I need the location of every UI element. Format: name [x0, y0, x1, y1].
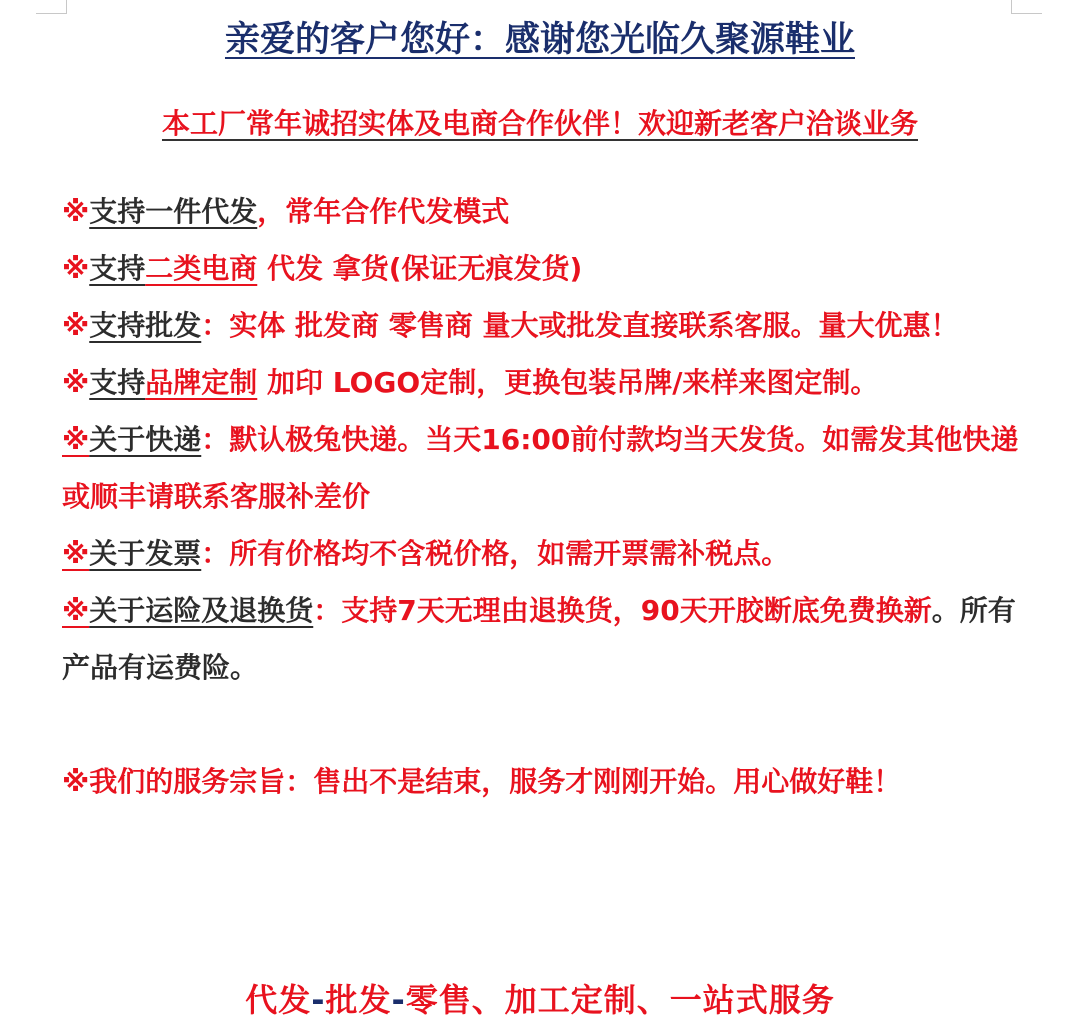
item-heading: 关于发票	[89, 537, 202, 570]
reference-mark: ※	[62, 594, 90, 627]
item-text-dark: 。所有产品有运费险。	[62, 594, 1016, 684]
tagline	[0, 975, 1080, 1025]
title-text: 亲爱的客户您好：感谢您光临久聚源鞋业	[224, 20, 855, 60]
spacer	[62, 696, 1022, 753]
list-item-custom	[62, 354, 1022, 411]
tagline-part: 代发	[245, 981, 312, 1019]
reference-mark: ※	[62, 309, 90, 342]
item-text: ：默认极兔快递。当天16:00前付款均当天发货。如需发其他快递或顺丰请联系客服补差价	[62, 423, 1019, 513]
item-heading: 支持一件代发	[89, 195, 258, 228]
reference-mark: ※	[62, 366, 90, 399]
tagline-dash: -	[311, 981, 326, 1019]
list-item-wholesale	[62, 297, 1022, 354]
item-text: ：支持7天无理由退换货，90天开胶断底免费换新	[313, 594, 932, 627]
list-item-invoice	[62, 525, 1022, 582]
crop-mark-right	[1011, 0, 1042, 14]
item-heading: 支持批发	[89, 309, 202, 342]
reference-mark: ※	[62, 195, 90, 228]
item-text: ：实体 批发商 零售商 量大或批发直接联系客服。量大优惠！	[201, 309, 959, 342]
item-text: 代发 拿货(保证无痕发货)	[257, 252, 583, 285]
tagline-part: 零售、加工定制、一站式服务	[405, 981, 835, 1019]
item-heading: 关于运险及退换货	[89, 594, 314, 627]
page-title	[0, 17, 1080, 63]
page-subtitle	[0, 104, 1080, 144]
tagline-dash: -	[391, 981, 406, 1019]
item-text: ：所有价格均不含税价格，如需开票需补税点。	[201, 537, 790, 570]
item-heading: 支持	[89, 252, 146, 285]
subtitle-text: 本工厂常年诚招实体及电商合作伙伴！欢迎新老客户洽谈业务	[161, 107, 918, 140]
item-heading-highlight: 二类电商	[145, 252, 258, 285]
item-heading-highlight: 品牌定制	[145, 366, 258, 399]
tagline-part: 批发	[325, 981, 392, 1019]
list-item-dropship	[62, 183, 1022, 240]
item-text: 加印 LOGO定制，更换包装吊牌/来样来图定制。	[257, 366, 879, 399]
list-item-shipping	[62, 411, 1022, 525]
item-text: ，常年合作代发模式	[257, 195, 510, 228]
list-item-ecommerce	[62, 240, 1022, 297]
crop-mark-left	[36, 0, 67, 14]
list-item-returns	[62, 582, 1022, 696]
item-heading: 支持	[89, 366, 146, 399]
item-heading: 关于快递	[89, 423, 202, 456]
reference-mark: ※	[62, 537, 90, 570]
reference-mark: ※	[62, 423, 90, 456]
reference-mark: ※	[62, 252, 90, 285]
service-motto: ※我们的服务宗旨：售出不是结束，服务才刚刚开始。用心做好鞋！	[62, 765, 902, 798]
service-list	[62, 183, 1022, 810]
